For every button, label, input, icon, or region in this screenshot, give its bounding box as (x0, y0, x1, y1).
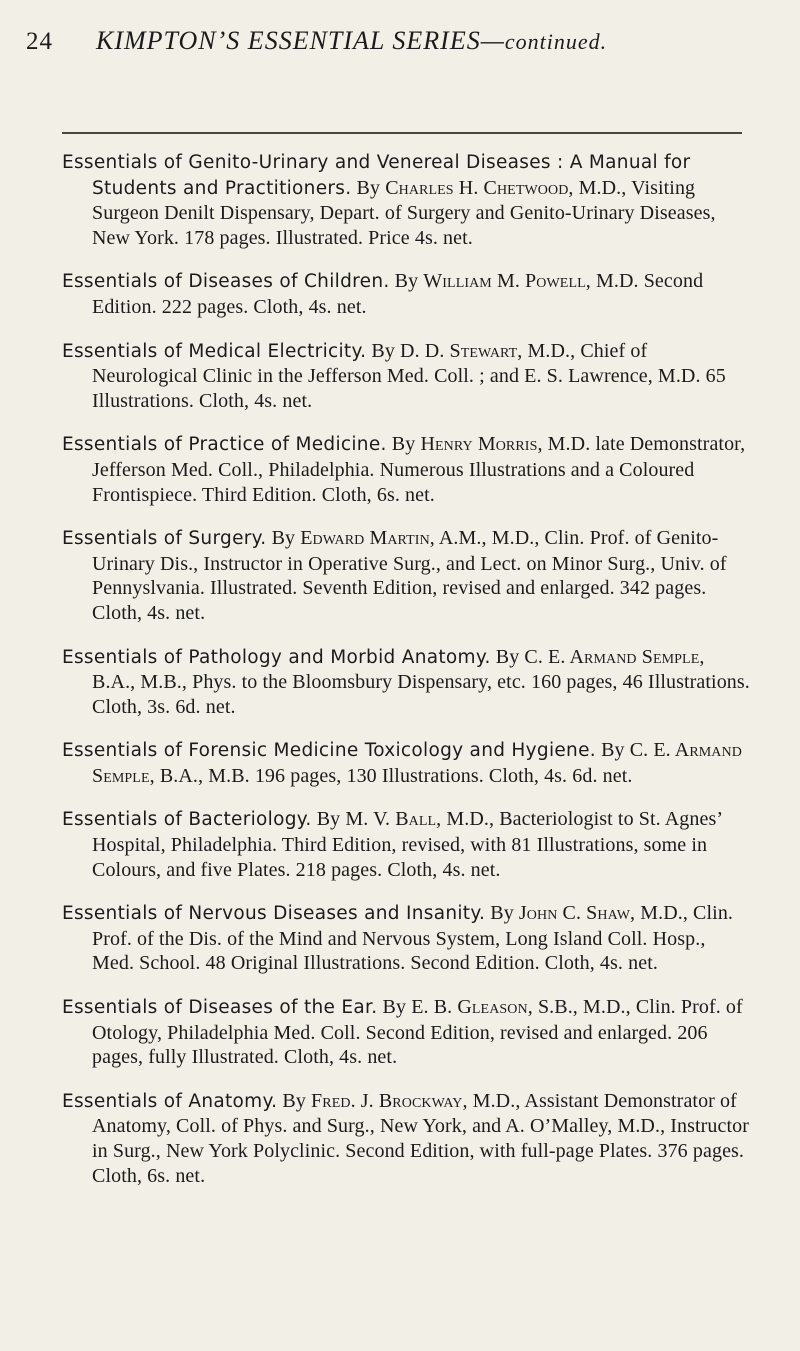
book-details: M.D., Assistant Demonstrator of Anatomy, Coll. of Phys. and Surg., New York, and A. O’Malley, M.D., Instructor in Surg., New York Polyclinic. Second Edition, with full-page Plates. 376 pages. Cloth, 6s. net. (92, 1089, 750, 1187)
book-title: Essentials of Anatomy. (62, 1090, 278, 1112)
book-author: Henry Morris, (420, 433, 543, 456)
book-author: John C. Shaw, (518, 902, 636, 925)
book-entry (62, 807, 752, 882)
by-word: By (490, 902, 514, 925)
book-details: M.D., Chief of Neurological Clinic in the Jefferson Med. Coll. ; and E. S. Lawrence, M.D. 65 Illustrations. Cloth, 4s. net. (92, 339, 726, 412)
series-title: KIMPTON’S ESSENTIAL SERIES— (96, 26, 505, 55)
page-number: 24 (26, 28, 53, 55)
book-title: Essentials of Surgery. (62, 528, 267, 550)
book-details: M.D., Visiting Surgeon Denilt Dispensary, Depart. of Surgery and Genito-Urinary Diseases, New York. 178 pages. Illustrated. Price 4s. net. (92, 176, 716, 249)
book-details: M.D. late Demonstrator, Jefferson Med. Coll., Philadelphia. Numerous Illustrations and a Coloured Frontispiece. Third Edition. Cloth, 6s. net. (92, 433, 746, 506)
book-details: A.M., M.D., Clin. Prof. of Genito-Urinary Dis., Instructor in Operative Surg., and Lect. on Minor Surg., Univ. of Pennyslvania. Illustrated. Seventh Edition, revised and enlarged. 342 pages. Cloth, 4s. net. (92, 527, 727, 624)
book-details: M.D. Second Edition. 222 pages. Cloth, 4s. net. (92, 270, 704, 318)
by-word: By (371, 339, 395, 362)
book-title: Essentials of Genito-Urinary and Venereal Diseases : A Manual for Students and Practitioners. (62, 152, 691, 199)
book-details: M.D., Bacteriologist to St. Agnes’ Hospital, Philadelphia. Third Edition, revised, with 81 Illustrations, some in Colours, and five Plates. 218 pages. Cloth, 4s. net. (92, 808, 722, 881)
book-author: C. E. Armand Semple, (524, 645, 705, 668)
book-title: Essentials of Pathology and Morbid Anatomy. (62, 646, 491, 668)
book-details: B.A., M.B. 196 pages, 130 Illustrations. Cloth, 4s. 6d. net. (159, 764, 633, 787)
running-title (96, 26, 607, 56)
book-author: William M. Powell, (423, 270, 591, 293)
page-header (26, 26, 760, 66)
book-title: Essentials of Diseases of Children. (62, 271, 390, 293)
book-entry (62, 738, 752, 788)
book-author: Fred. J. Brockway, (311, 1089, 468, 1112)
by-word: By (601, 739, 625, 762)
book-author: M. V. Ball, (345, 808, 442, 831)
by-word: By (316, 808, 341, 831)
continued-label: continued. (504, 29, 608, 54)
by-word: By (391, 433, 416, 456)
book-details: M.D., Clin. Prof. of the Dis. of the Mind and Nervous System, Long Island Coll. Hosp., Med. School. 48 Original Illustrations. Second Edition. Cloth, 4s. net. (92, 902, 734, 975)
book-author: E. B. Gleason, (411, 996, 533, 1019)
book-title: Essentials of Diseases of the Ear. (62, 997, 378, 1019)
book-entry (62, 645, 752, 720)
book-entry (62, 901, 752, 976)
book-title: Essentials of Practice of Medicine. (62, 434, 387, 456)
book-details: B.A., M.B., Phys. to the Bloomsbury Dispensary, etc. 160 pages, 46 Illustrations. Cloth, 3s. 6d. net. (92, 671, 750, 718)
book-entry (62, 1089, 752, 1188)
book-title: Essentials of Forensic Medicine Toxicology and Hygiene. (62, 740, 596, 762)
by-word: By (394, 270, 419, 293)
book-details: S.B., M.D., Clin. Prof. of Otology, Philadelphia Med. Coll. Second Edition, revised and enlarged. 206 pages, fully Illustrated. Cloth, 4s. net. (92, 996, 743, 1069)
book-entry (62, 432, 752, 507)
by-word: By (282, 1089, 306, 1112)
book-entry (62, 995, 752, 1070)
by-word: By (495, 645, 520, 668)
book-entry (62, 339, 752, 414)
header-rule (62, 132, 742, 134)
book-entry (62, 150, 752, 250)
book-title: Essentials of Medical Electricity. (62, 340, 367, 362)
book-entry (62, 269, 752, 319)
by-word: By (382, 996, 407, 1019)
book-author: C. E. Armand Semple, (92, 739, 742, 787)
book-title: Essentials of Bacteriology. (62, 809, 312, 831)
by-word: By (271, 527, 296, 550)
book-list (62, 150, 752, 1207)
book-title: Essentials of Nervous Diseases and Insanity. (62, 903, 486, 925)
book-author: Edward Martin, (300, 527, 435, 550)
book-entry (62, 526, 752, 625)
by-word: By (356, 176, 381, 199)
book-author: Charles H. Chetwood, (385, 176, 574, 199)
book-author: D. D. Stewart, (400, 339, 523, 362)
